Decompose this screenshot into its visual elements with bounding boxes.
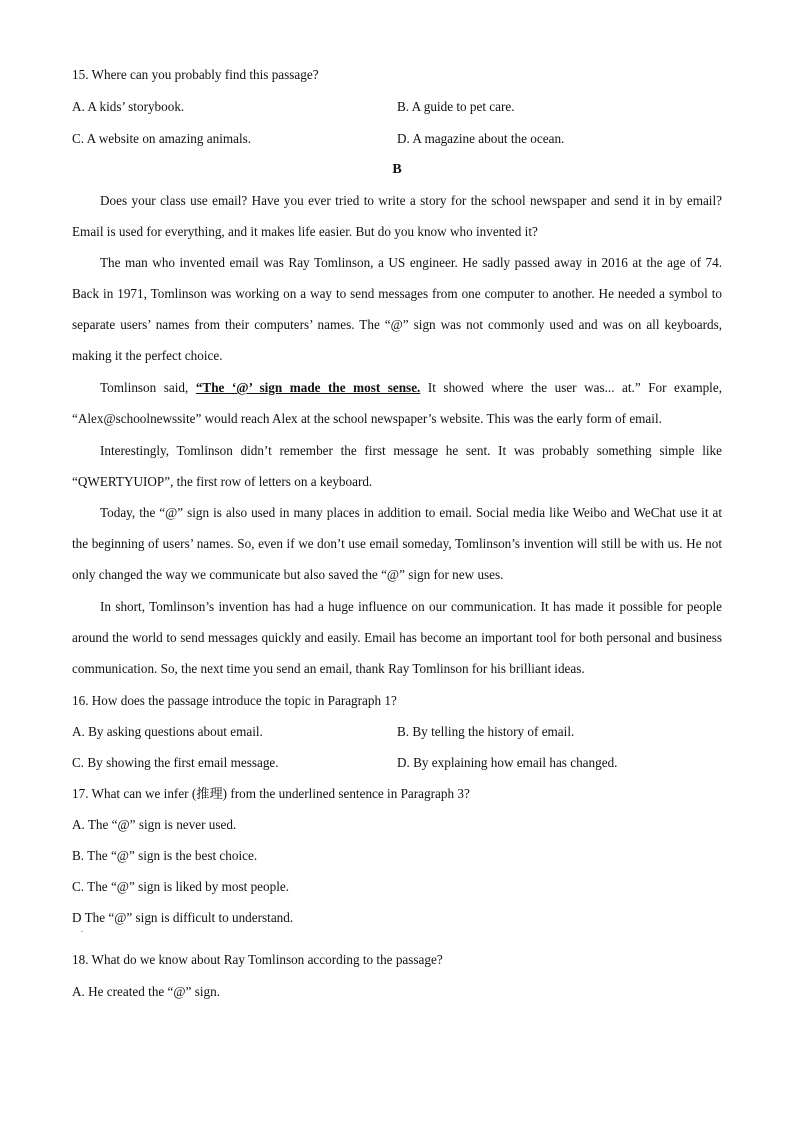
q17-option-a: A. The “@” sign is never used. xyxy=(72,817,237,832)
q15-option-d: D. A magazine about the ocean. xyxy=(397,131,565,146)
q15-option-b: B. A guide to pet care. xyxy=(397,99,515,114)
passage-paragraph-6: In short, Tomlinson’s invention has had a huge influence on our communication. It has made it possible for people around the world to send messages quickly and easily. Email has become an important tool for both personal and business communication. So, the next time you send an email, thank Ray Tomlinson for his brilliant ideas. xyxy=(72,599,722,677)
question-15: 15. Where can you probably find this passage? xyxy=(72,67,319,82)
question-16-options-row-1 xyxy=(72,724,722,740)
question-15-options-row-1 xyxy=(72,99,722,115)
passage-paragraph-2: The man who invented email was Ray Tomlinson, a US engineer. He sadly passed away in 2016 at the age of 74. Back in 1971, Tomlinson was working on a way to send messages from one computer to another. He needed a symbol to separate users’ names from their computers’ names. The “@” sign was not commonly used and was on all keyboards, making it the perfect choice. xyxy=(72,255,722,364)
paragraph-3-rest: It showed where the user was... at.” For example, “Alex@schoolnewssite” would reach Alex at the school newspaper’s website. This was the early form of email. xyxy=(72,380,722,427)
underlined-sentence: “The ‘@’ sign made the most sense. xyxy=(195,380,421,395)
q17-option-c: C. The “@” sign is liked by most people. xyxy=(72,879,290,894)
passage-paragraph-3 xyxy=(72,372,722,434)
q18-option-a: A. He created the “@” sign. xyxy=(72,984,220,999)
q16-option-a: A. By asking questions about email. xyxy=(72,724,263,739)
section-heading: B xyxy=(392,162,402,177)
q17-option-d: D The “@” sign is difficult to understand. xyxy=(72,910,294,925)
stray-dot-mark: . xyxy=(81,925,83,934)
passage-paragraph-5: Today, the “@” sign is also used in many places in addition to email. Social media like Weibo and WeChat use it at the beginning of users’ names. So, even if we don’t use email someday, Tomlinson’s invention will still be with us. He not only changed the way we communicate but also saved the “@” sign for new uses. xyxy=(72,505,722,583)
question-18: 18. What do we know about Ray Tomlinson according to the passage? xyxy=(72,952,443,967)
question-16-options-row-2 xyxy=(72,755,722,771)
question-17: 17. What can we infer (推理) from the underlined sentence in Paragraph 3? xyxy=(72,786,470,801)
q15-option-c: C. A website on amazing animals. xyxy=(72,131,252,146)
q17-option-b: B. The “@” sign is the best choice. xyxy=(72,848,258,863)
passage-paragraph-4: Interestingly, Tomlinson didn’t remember the first message he sent. It was probably something simple like “QWERTYUIOP”, the first row of letters on a keyboard. xyxy=(72,443,722,490)
passage-paragraph-1: Does your class use email? Have you ever tried to write a story for the school newspaper and send it in by email? Email is used for everything, and it makes life easier. But do you know who invented it? xyxy=(72,193,722,240)
q16-option-d: D. By explaining how email has changed. xyxy=(397,755,618,770)
question-16: 16. How does the passage introduce the topic in Paragraph 1? xyxy=(72,693,397,708)
q16-option-c: C. By showing the first email message. xyxy=(72,755,279,770)
q16-option-b: B. By telling the history of email. xyxy=(397,724,575,739)
question-15-options-row-2 xyxy=(72,131,722,147)
paragraph-3-lead: Tomlinson said, xyxy=(100,380,196,395)
q15-option-a: A. A kids’ storybook. xyxy=(72,99,185,114)
